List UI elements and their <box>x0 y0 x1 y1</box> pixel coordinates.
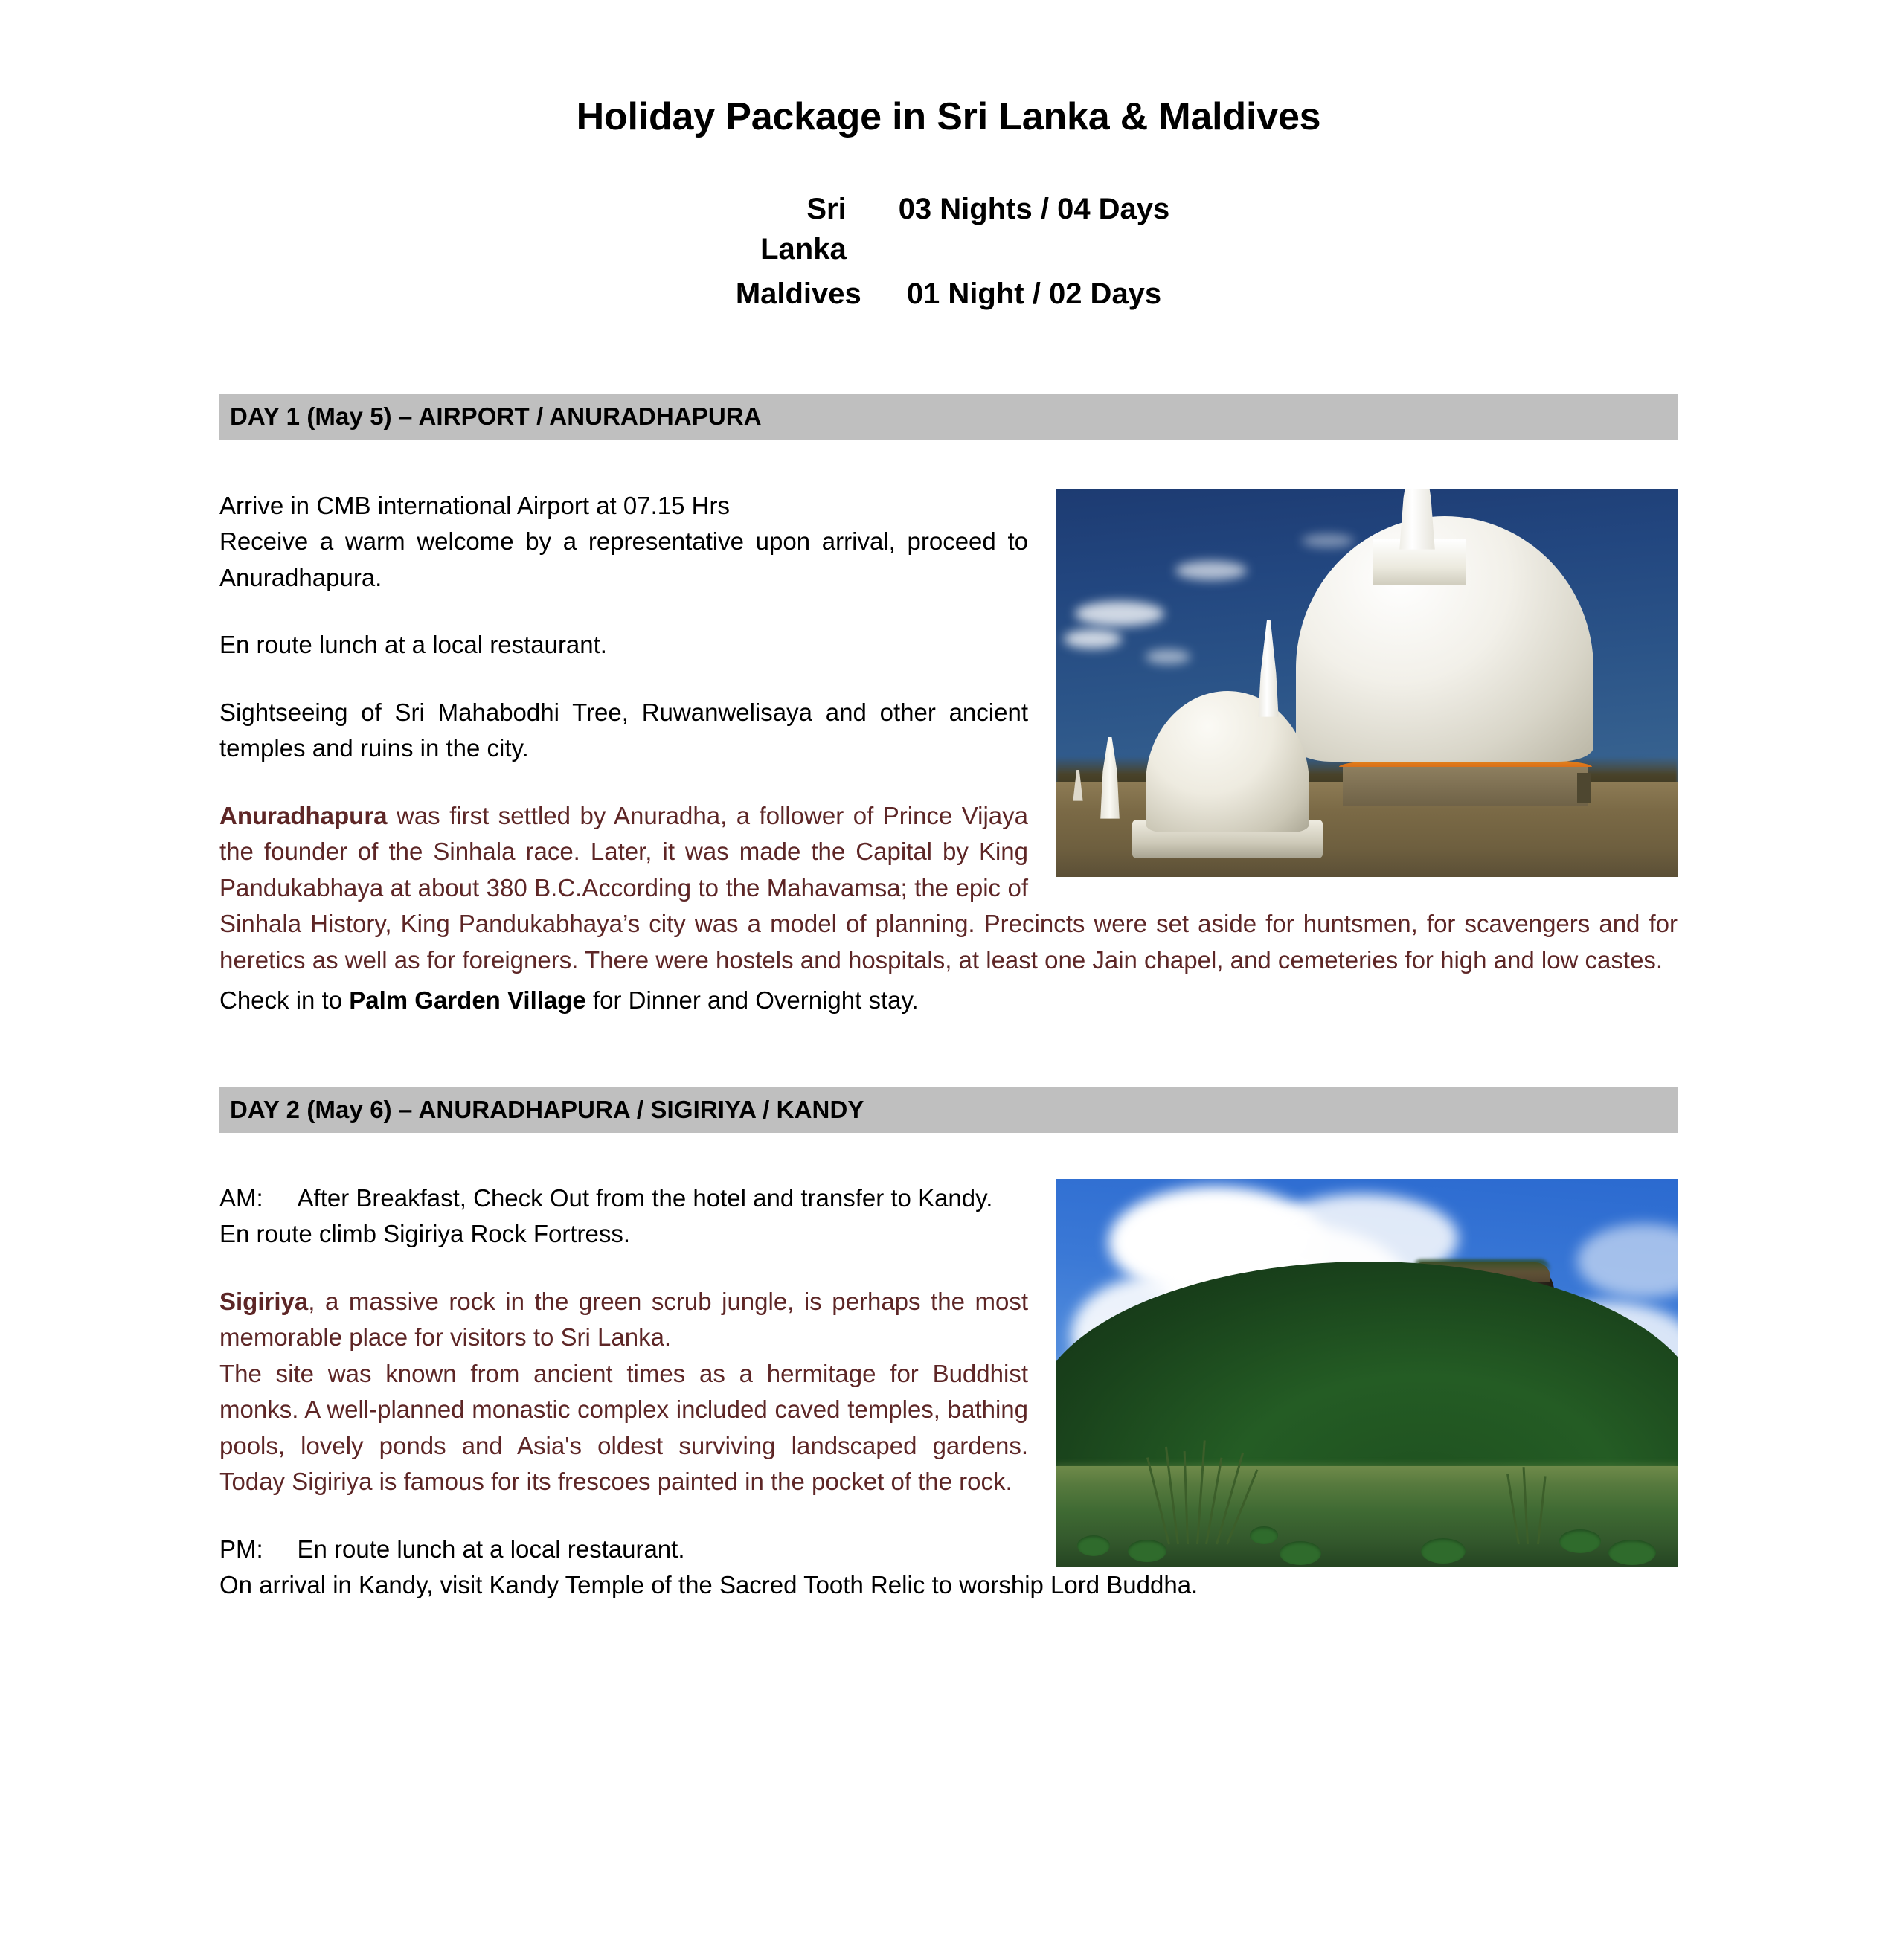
cloud-icon <box>1064 629 1122 649</box>
day1-lunch-line: En route lunch at a local restaurant. <box>219 631 607 659</box>
day-1-heading-band: DAY 1 (May 5) – AIRPORT / ANURADHAPURA <box>219 394 1678 440</box>
sigiriya-intro-text: , a massive rock in the green scrub jungle, is perhaps the most memorable place for visitors to Sri Lanka. <box>219 1287 1028 1352</box>
day1-arrival-line-1: Arrive in CMB international Airport at 07.15 Hrs <box>219 491 730 519</box>
lotus-leaf <box>1421 1538 1466 1564</box>
summary-row-sri-lanka <box>728 189 1170 269</box>
page-title: Holiday Package in Sri Lanka & Maldives <box>576 95 1321 138</box>
hotel-name: Palm Garden Village <box>349 986 586 1015</box>
cloud-icon <box>1302 534 1354 547</box>
day2-pm-line-2: On arrival in Kandy, visit Kandy Temple of the Sacred Tooth Relic to worship Lord Buddha. <box>219 1571 1198 1599</box>
day-2-heading-band: DAY 2 (May 6) – ANURADHAPURA / SIGIRIYA / KANDY <box>219 1087 1678 1133</box>
lotus-leaf <box>1128 1540 1166 1562</box>
stupa-platform <box>1343 765 1588 806</box>
day2-am-line-2: En route climb Sigiriya Rock Fortress. <box>219 1220 630 1248</box>
anuradhapura-description-text: was first settled by Anuradha, a follower of Prince Vijaya the founder of the Sinhala race. Later, it was made the Capital by King Pandukabhaya at about 380 B.C.According to the Mahavamsa; the epic of Sinhala History, King Pandukabhaya’s city was a model of planning. Precincts were set aside for huntsmen, for scavengers and for heretics as well as for foreigners. There were hostels and hospitals, at least one Jain chapel, and cemeteries for high and low castes. <box>219 801 1678 974</box>
checkin-suffix: for Dinner and Overnight stay. <box>585 986 919 1015</box>
sigiriya-rock-image <box>1056 1179 1678 1567</box>
anuradhapura-keyword: Anuradhapura <box>219 801 388 829</box>
cloud-icon <box>1075 601 1164 626</box>
lotus-leaf <box>1077 1535 1110 1556</box>
lotus-leaf <box>1250 1526 1278 1544</box>
day1-arrival-line-2: Receive a warm welcome by a representative upon arrival, proceed to Anuradhapura. <box>219 527 1028 591</box>
pm-label: PM: <box>219 1535 263 1563</box>
cloud-icon <box>1146 649 1190 664</box>
summary-row-maldives <box>736 274 1161 314</box>
sigiriya-scene <box>1056 1179 1678 1567</box>
package-summary <box>219 189 1678 314</box>
am-label: AM: <box>219 1183 263 1212</box>
anuradhapura-stupa-image <box>1056 489 1678 877</box>
sigiriya-keyword: Sigiriya <box>219 1287 309 1315</box>
summary-duration-value: 03 Nights / 04 Days <box>898 193 1170 226</box>
distant-post <box>1577 773 1591 803</box>
day1-sightseeing-line: Sightseeing of Sri Mahabodhi Tree, Ruwanwelisaya and other ancient temples and ruins in the city. <box>219 698 1028 762</box>
summary-destination-label: Maldives <box>735 277 861 311</box>
day1-checkin-line <box>219 983 1678 1019</box>
day2-sigiriya-description: The site was known from ancient times as a hermitage for Buddhist monks. A well-planned monastic complex included caved temples, bathing pools, lovely ponds and Asia's oldest surviving landscaped gardens. Today Sigiriya is famous for its frescoes painted in the pocket of the rock. <box>219 1359 1028 1496</box>
lotus-leaf <box>1559 1529 1601 1553</box>
lotus-leaf <box>1280 1541 1321 1565</box>
checkin-prefix: Check in to <box>219 986 350 1015</box>
pm-text: En route lunch at a local restaurant. <box>297 1535 685 1563</box>
summary-duration-value: 01 Night / 02 Days <box>906 277 1162 311</box>
lotus-leaf <box>1608 1540 1656 1565</box>
summary-destination-label: Sri Lanka <box>760 193 847 266</box>
day-2-section <box>219 1133 1678 1604</box>
cloud-icon <box>1175 561 1247 580</box>
day-1-section <box>219 440 1678 1019</box>
am-text: After Breakfast, Check Out from the hotel and transfer to Kandy. <box>297 1183 993 1212</box>
stupa-scene <box>1056 489 1678 877</box>
